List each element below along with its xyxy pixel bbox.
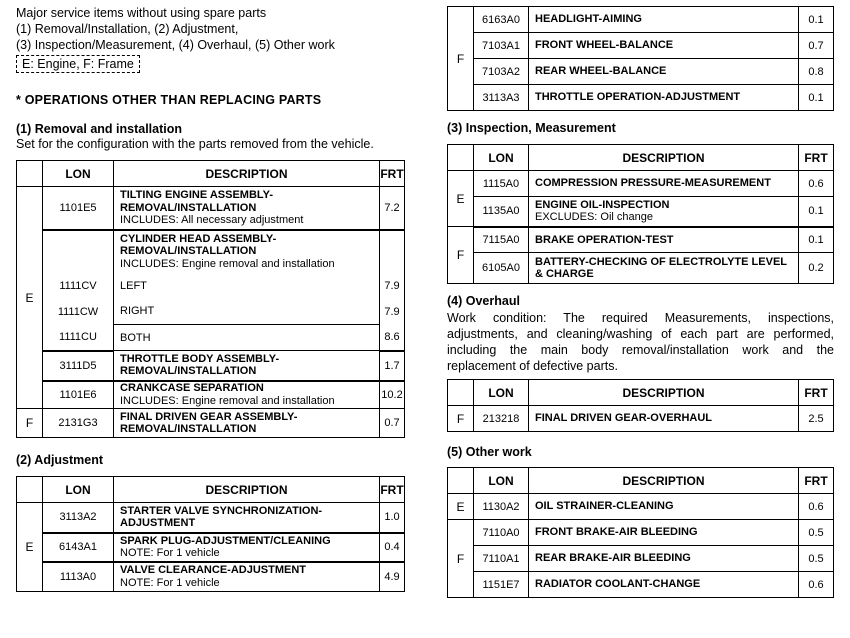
description-cell: OIL STRAINER-CLEANING [529, 494, 799, 520]
table-row [17, 299, 405, 325]
frt-cell: 0.6 [799, 171, 834, 197]
frt-cell: 2.5 [799, 406, 834, 432]
description-cell: THROTTLE BODY ASSEMBLY-REMOVAL/INSTALLATION [114, 351, 380, 381]
group-cell: E [17, 187, 43, 409]
lon-cell: 3113A2 [43, 503, 114, 533]
description-cell: BOTH [114, 325, 380, 351]
group-cell: F [448, 7, 474, 111]
frt-cell: 0.5 [799, 546, 834, 572]
description-cell: STARTER VALVE SYNCHRONIZATION-ADJUSTMENT [114, 503, 380, 533]
lon-cell: 1101E5 [43, 187, 114, 230]
frt-cell: 0.5 [799, 520, 834, 546]
table-row [448, 59, 834, 85]
group-cell: E [17, 503, 43, 592]
frt-cell: 4.9 [380, 562, 405, 592]
table-row [17, 533, 405, 562]
removal-table [16, 160, 405, 438]
frt-cell: 10.2 [380, 381, 405, 409]
group-header [448, 380, 474, 406]
table-row [448, 546, 834, 572]
table-row [448, 7, 834, 33]
description-cell: FRONT BRAKE-AIR BLEEDING [529, 520, 799, 546]
inspection-table [447, 144, 834, 284]
table-row [448, 33, 834, 59]
lon-cell [43, 230, 114, 273]
table-row [17, 381, 405, 409]
intro-line: (1) Removal/Installation, (2) Adjustment, [16, 22, 239, 36]
group-cell: F [448, 520, 474, 598]
lon-cell: 6163A0 [474, 7, 529, 33]
inspection-title: (3) Inspection, Measurement [447, 121, 616, 135]
description-cell: THROTTLE OPERATION-ADJUSTMENT [529, 85, 799, 111]
table-row [448, 85, 834, 111]
lon-cell: 3113A3 [474, 85, 529, 111]
frt-cell: 1.0 [380, 503, 405, 533]
description-header: DESCRIPTION [114, 477, 380, 503]
lon-cell: 1113A0 [43, 562, 114, 592]
intro-line: (3) Inspection/Measurement, (4) Overhaul, (5) Other work [16, 38, 335, 52]
lon-cell: 1111CU [43, 325, 114, 351]
lon-cell: 7103A1 [474, 33, 529, 59]
table-row [448, 406, 834, 432]
description-cell: FINAL DRIVEN GEAR-OVERHAUL [529, 406, 799, 432]
table-row [17, 503, 405, 533]
table-row [17, 409, 405, 438]
frt-cell: 0.1 [799, 197, 834, 227]
legend-box: E: Engine, F: Frame [16, 55, 140, 73]
table-row [17, 325, 405, 351]
description-header: DESCRIPTION [529, 145, 799, 171]
lon-header: LON [43, 161, 114, 187]
lon-cell: 1101E6 [43, 381, 114, 409]
intro-line: Major service items without using spare parts [16, 6, 267, 20]
frt-cell: 0.8 [799, 59, 834, 85]
table-row [17, 230, 405, 273]
frt-cell: 0.7 [380, 409, 405, 438]
description-cell: RADIATOR COOLANT-CHANGE [529, 572, 799, 598]
description-cell: BRAKE OPERATION-TEST [529, 227, 799, 253]
intro-block [16, 5, 335, 73]
table-row [17, 273, 405, 299]
lon-cell: 1111CV [43, 273, 114, 299]
group-cell: F [448, 227, 474, 284]
removal-title: (1) Removal and installation [16, 122, 183, 136]
description-cell: FRONT WHEEL-BALANCE [529, 33, 799, 59]
group-cell: F [17, 409, 43, 438]
frt-header: FRT [799, 380, 834, 406]
table-row [448, 197, 834, 227]
table-row [17, 187, 405, 230]
frt-header: FRT [380, 477, 405, 503]
frt-cell: 0.1 [799, 7, 834, 33]
table-row [448, 494, 834, 520]
lon-cell: 7110A0 [474, 520, 529, 546]
table-row [448, 227, 834, 253]
other-work-table [447, 467, 834, 598]
group-header [448, 145, 474, 171]
table-row [448, 171, 834, 197]
lon-cell: 6105A0 [474, 253, 529, 284]
lon-cell: 1135A0 [474, 197, 529, 227]
description-cell: HEADLIGHT-AIMING [529, 7, 799, 33]
frt-cell: 7.9 [380, 299, 405, 325]
frt-cell: 0.2 [799, 253, 834, 284]
frt-header: FRT [799, 145, 834, 171]
lon-cell: 1115A0 [474, 171, 529, 197]
table-row [448, 572, 834, 598]
description-cell: REAR WHEEL-BALANCE [529, 59, 799, 85]
overhaul-paragraph: Work condition: The required Measurements, inspections, adjustments, and cleaning/washing of each part are performed, including the main body removal/installation work and the replacement of defective parts. [447, 311, 834, 373]
table-row [448, 520, 834, 546]
description-cell: CRANKCASE SEPARATION INCLUDES: Engine removal and installation [114, 381, 380, 409]
lon-cell: 1111CW [43, 299, 114, 325]
group-header [17, 161, 43, 187]
adjustment-table [16, 476, 405, 592]
description-cell: SPARK PLUG-ADJUSTMENT/CLEANING NOTE: For 1 vehicle [114, 533, 380, 562]
lon-cell: 1151E7 [474, 572, 529, 598]
frt-cell: 0.6 [799, 494, 834, 520]
operations-heading: * OPERATIONS OTHER THAN REPLACING PARTS [16, 93, 322, 107]
description-cell: REAR BRAKE-AIR BLEEDING [529, 546, 799, 572]
frt-cell: 1.7 [380, 351, 405, 381]
description-header: DESCRIPTION [529, 468, 799, 494]
frt-cell: 0.6 [799, 572, 834, 598]
lon-header: LON [474, 468, 529, 494]
table-row [17, 562, 405, 592]
description-cell: ENGINE OIL-INSPECTION EXCLUDES: Oil change [529, 197, 799, 227]
adjustment-title: (2) Adjustment [16, 453, 104, 467]
frt-cell: 0.1 [799, 85, 834, 111]
lon-cell: 7110A1 [474, 546, 529, 572]
lon-header: LON [474, 380, 529, 406]
overhaul-table [447, 379, 834, 432]
group-cell: E [448, 171, 474, 227]
lon-cell: 1130A2 [474, 494, 529, 520]
other-work-title: (5) Other work [447, 445, 532, 459]
frt-cell: 0.1 [799, 227, 834, 253]
description-cell: RIGHT [114, 299, 380, 325]
lon-cell: 7115A0 [474, 227, 529, 253]
frt-header: FRT [799, 468, 834, 494]
overhaul-title: (4) Overhaul [447, 294, 520, 308]
description-cell: BATTERY-CHECKING OF ELECTROLYTE LEVEL & CHARGE [529, 253, 799, 284]
lon-header: LON [43, 477, 114, 503]
table-row [448, 253, 834, 284]
adjustment-continued-table [447, 6, 834, 111]
group-cell: F [448, 406, 474, 432]
description-cell: VALVE CLEARANCE-ADJUSTMENT NOTE: For 1 vehicle [114, 562, 380, 592]
group-header [448, 468, 474, 494]
frt-cell: 8.6 [380, 325, 405, 351]
description-header: DESCRIPTION [114, 161, 380, 187]
group-cell: E [448, 494, 474, 520]
description-cell: FINAL DRIVEN GEAR ASSEMBLY-REMOVAL/INSTALLATION [114, 409, 380, 438]
table-row [17, 351, 405, 381]
group-header [17, 477, 43, 503]
frt-cell [380, 230, 405, 273]
frt-cell: 0.4 [380, 533, 405, 562]
frt-cell: 7.9 [380, 273, 405, 299]
description-header: DESCRIPTION [529, 380, 799, 406]
description-cell: TILTING ENGINE ASSEMBLY-REMOVAL/INSTALLATION INCLUDES: All necessary adjustment [114, 187, 380, 230]
lon-header: LON [474, 145, 529, 171]
lon-cell: 6143A1 [43, 533, 114, 562]
lon-cell: 7103A2 [474, 59, 529, 85]
removal-subtitle: Set for the configuration with the parts removed from the vehicle. [16, 137, 374, 151]
lon-cell: 3111D5 [43, 351, 114, 381]
frt-header: FRT [380, 161, 405, 187]
description-cell: COMPRESSION PRESSURE-MEASUREMENT [529, 171, 799, 197]
lon-cell: 213218 [474, 406, 529, 432]
description-cell: LEFT [114, 273, 380, 299]
lon-cell: 2131G3 [43, 409, 114, 438]
frt-cell: 0.7 [799, 33, 834, 59]
description-cell: CYLINDER HEAD ASSEMBLY-REMOVAL/INSTALLATION INCLUDES: Engine removal and installation [114, 230, 380, 273]
frt-cell: 7.2 [380, 187, 405, 230]
